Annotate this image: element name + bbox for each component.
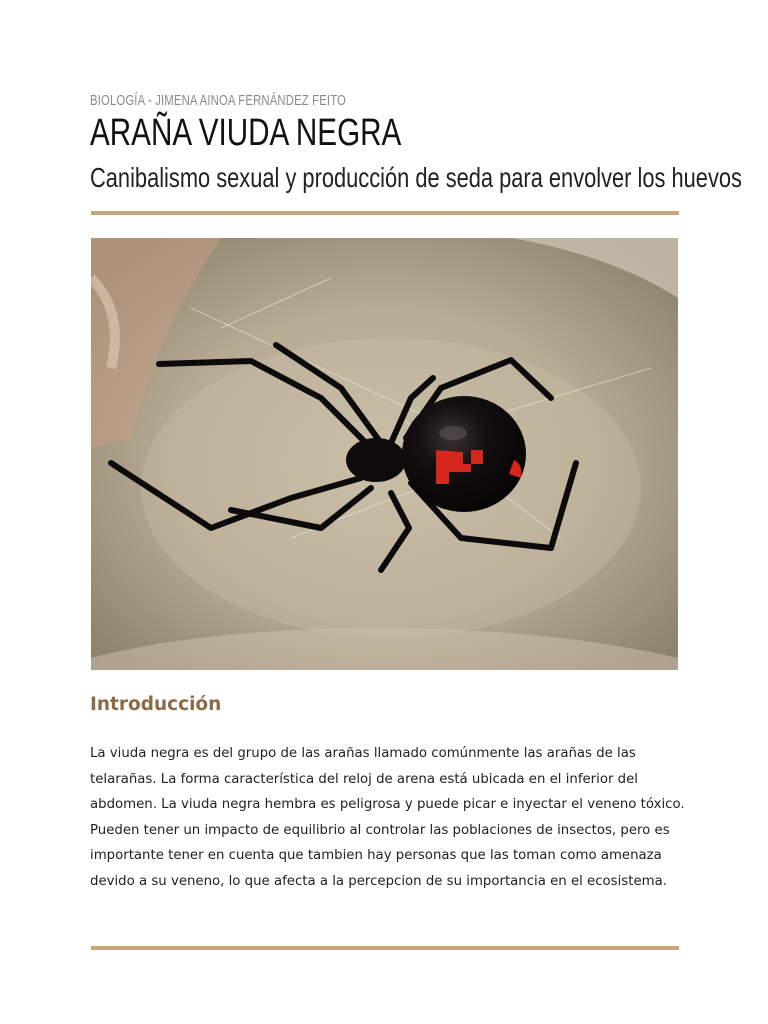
- page-title: ARAÑA VIUDA NEGRA: [90, 112, 402, 154]
- subject-author-line: BIOLOGÍA - JIMENA AINOA FERNÁNDEZ FEITO: [90, 93, 347, 109]
- intro-paragraph: La viuda negra es del grupo de las arañas llamado comúnmente las arañas de las telarañas. La forma característica del reloj de arena está ubicada en el inferior del abdomen. La viuda negra hembra es peligrosa y puede picar e inyectar el veneno tóxico. Pueden tener un impacto de equilibrio al controlar las poblaciones de insectos, pero es importante tener en cuenta que tambien hay personas que las toman como amenaza devido a su veneno, lo que afecta a la percepcion de su importancia en el ecosistema.: [90, 746, 685, 889]
- top-divider: [91, 211, 679, 215]
- section-heading-introduccion: Introducción: [90, 694, 222, 715]
- bottom-divider: [91, 946, 679, 950]
- spider-photo: [91, 238, 678, 670]
- page-subtitle: Canibalismo sexual y producción de seda para envolver los huevos: [90, 162, 742, 193]
